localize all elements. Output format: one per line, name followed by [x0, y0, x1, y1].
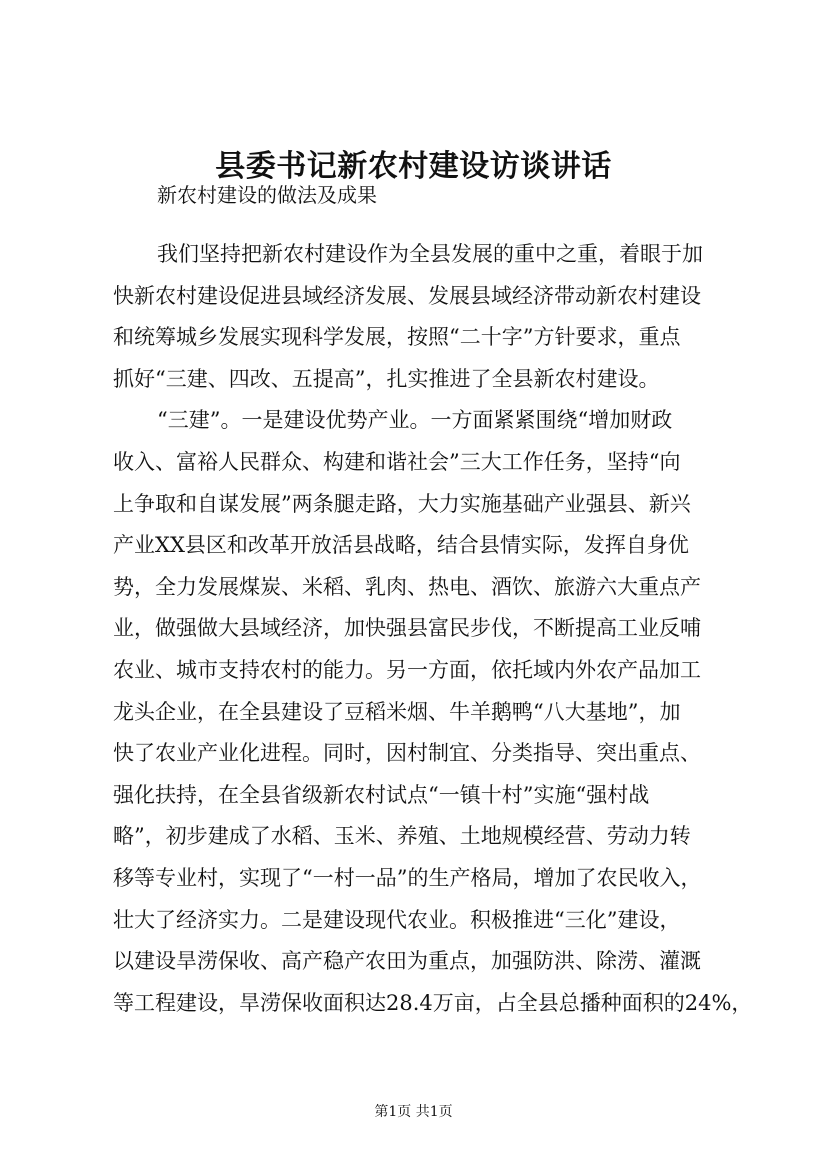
text-line: 产业XX县区和改革开放活县战略，结合县情实际，发挥自身优 [113, 533, 689, 558]
text-line: 快了农业产业化进程。同时，因村制宜、分类指导、突出重点、 [113, 741, 701, 766]
page-title: 县委书记新农村建设访谈讲话 [215, 149, 612, 184]
text-line: 势，全力发展煤炭、米稻、乳肉、热电、酒饮、旅游六大重点产 [113, 574, 701, 599]
text-line: 和统筹城乡发展实现科学发展，按照“二十字”方针要求，重点 [113, 325, 681, 350]
text-line: 以建设旱涝保收、高产稳产农田为重点，加强防洪、除涝、灌溉 [113, 949, 701, 974]
text-line: 龙头企业，在全县建设了豆稻米烟、牛羊鹅鸭“八大基地”，加 [113, 699, 681, 724]
page-footer: 第1页 共1页 [374, 1104, 453, 1120]
text-line: 壮大了经济实力。二是建设现代农业。积极推进“三化”建设， [113, 907, 681, 932]
text-line: 等工程建设，旱涝保收面积达28.4万亩，占全县总播种面积的24%， [113, 990, 753, 1015]
body-text [113, 234, 753, 1024]
text-line: 业，做强做大县域经济，加快强县富民步伐，不断提高工业反哺 [113, 616, 701, 641]
section-heading: 新农村建设的做法及成果 [157, 183, 377, 207]
text-line: 我们坚持把新农村建设作为全县发展的重中之重，着眼于加 [157, 242, 703, 266]
text-line: “三建”。一是建设优势产业。一方面紧紧围绕“增加财政 [157, 408, 673, 433]
text-line: 快新农村建设促进县域经济发展、发展县域经济带动新农村建设 [113, 283, 701, 308]
text-line: 抓好“三建、四改、五提高”，扎实推进了全县新农村建设。 [113, 366, 660, 391]
text-line: 收入、富裕人民群众、构建和谐社会”三大工作任务，坚持“向 [113, 449, 681, 474]
text-line: 上争取和自谋发展”两条腿走路，大力实施基础产业强县、新兴 [113, 491, 691, 516]
text-line: 强化扶持，在全县省级新农村试点“一镇十村”实施“强村战 [113, 782, 650, 807]
text-line: 移等专业村，实现了“一村一品”的生产格局，增加了农民收入， [113, 865, 702, 890]
text-line: 略”，初步建成了水稻、玉米、养殖、土地规模经营、劳动力转 [113, 824, 691, 849]
text-line: 农业、城市支持农村的能力。另一方面，依托域内外农产品加工 [113, 657, 701, 682]
